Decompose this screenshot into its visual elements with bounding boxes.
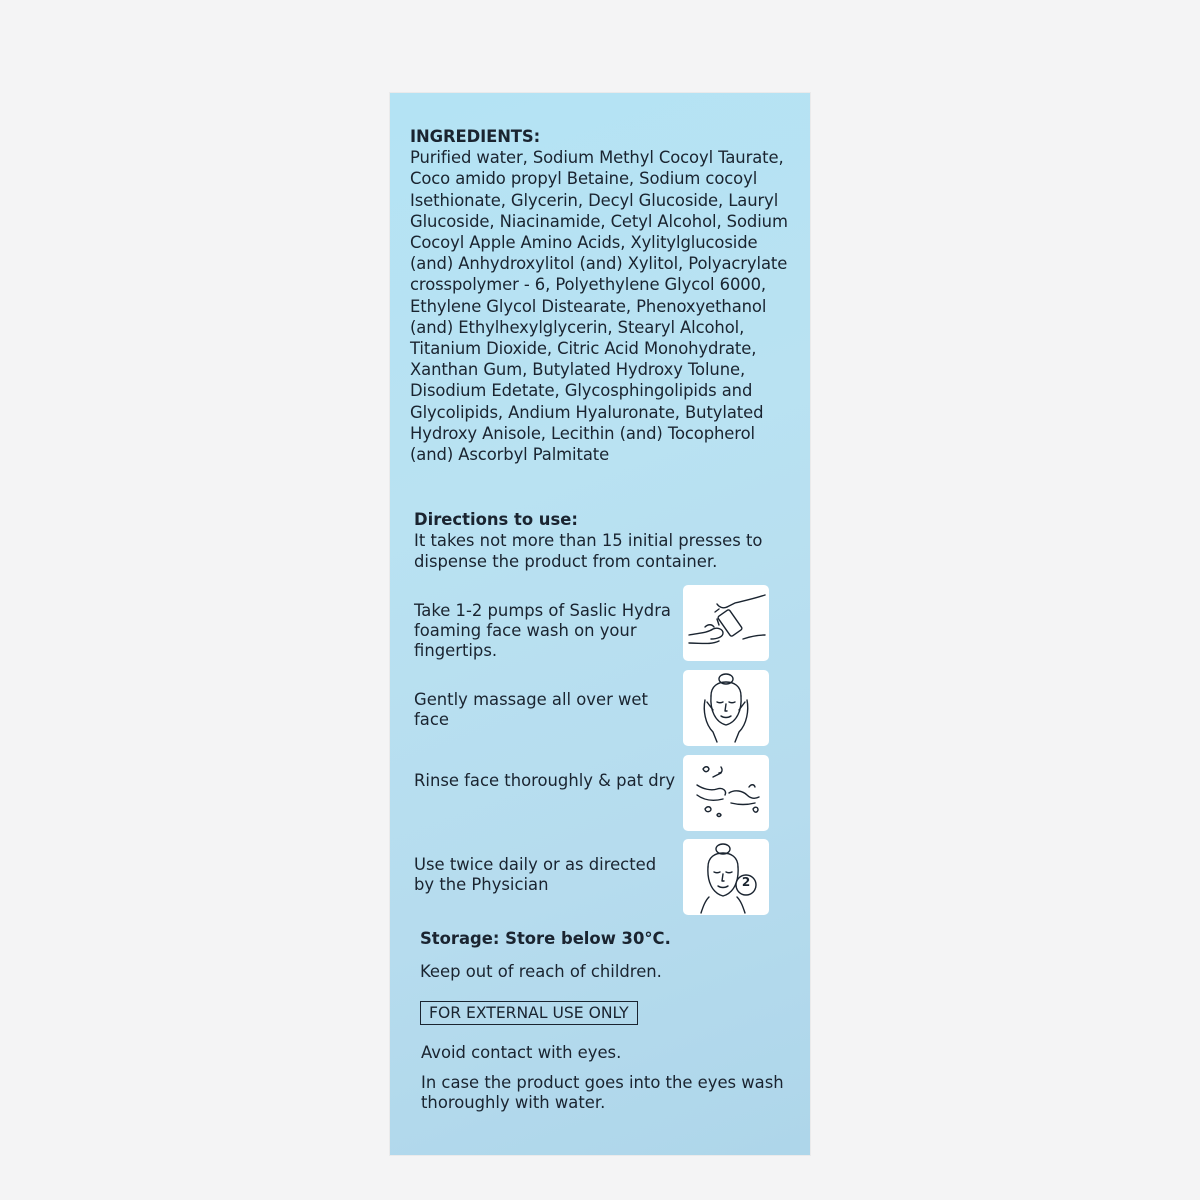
face-massage-icon <box>683 670 769 746</box>
step-2-text: Gently massage all over wet face <box>414 690 648 729</box>
twice-daily-face-icon <box>683 839 769 915</box>
step-1-text: Take 1-2 pumps of Saslic Hydra foaming face wash on your fingertips. <box>414 601 671 660</box>
directions-intro: It takes not more than 15 initial presses to dispense the product from container. <box>414 531 763 571</box>
keep-out-text: Keep out of reach of children. <box>420 962 662 981</box>
eye-contact-warning: In case the product goes into the eyes wash thoroughly with water. <box>421 1073 784 1112</box>
storage-text: Storage: Store below 30°C. <box>420 929 671 948</box>
direction-step-3 <box>414 756 804 832</box>
twice-daily-badge: 2 <box>741 875 751 889</box>
ingredients-text: Purified water, Sodium Methyl Cocoyl Taurate, Coco amido propyl Betaine, Sodium cocoyl Isethionate, Glycerin, Decyl Glucoside, Lauryl Glucoside, Niacinamide, Cetyl Alcohol, Sodium Cocoyl Apple Amino Acids, Xylitylglucoside (and) Anhydroxylitol (and) Xylitol, Polyacrylate crosspolymer - 6, Polyethylene Glycol 6000, Ethylene Glycol Distearate, Phenoxyethanol (and) Ethylhexylglycerin, Stearyl Alcohol, Titanium Dioxide, Citric Acid Monohydrate, Xanthan Gum, Butylated Hydroxy Tolune, Disodium Edetate, Glycosphingolipids and Glycolipids, Andium Hyaluronate, Butylated Hydroxy Anisole, Lecithin (and) Tocopherol (and) Ascorbyl Palmitate <box>410 148 788 465</box>
ingredients-heading: INGREDIENTS: <box>410 127 541 146</box>
step-4-text: Use twice daily or as directed by the Physician <box>414 855 657 894</box>
directions-block <box>414 509 794 572</box>
direction-step-2 <box>414 671 804 747</box>
external-use-badge: FOR EXTERNAL USE ONLY <box>420 1001 638 1025</box>
pump-hand-icon <box>683 585 769 661</box>
directions-heading: Directions to use: <box>414 510 578 529</box>
avoid-contact-text: Avoid contact with eyes. <box>421 1043 622 1062</box>
direction-step-1 <box>414 585 804 661</box>
step-3-text: Rinse face thoroughly & pat dry <box>414 771 676 790</box>
direction-step-4 <box>414 840 804 916</box>
product-box-back-panel <box>390 93 810 1155</box>
ingredients-block <box>410 126 790 465</box>
rinse-water-icon <box>683 755 769 831</box>
